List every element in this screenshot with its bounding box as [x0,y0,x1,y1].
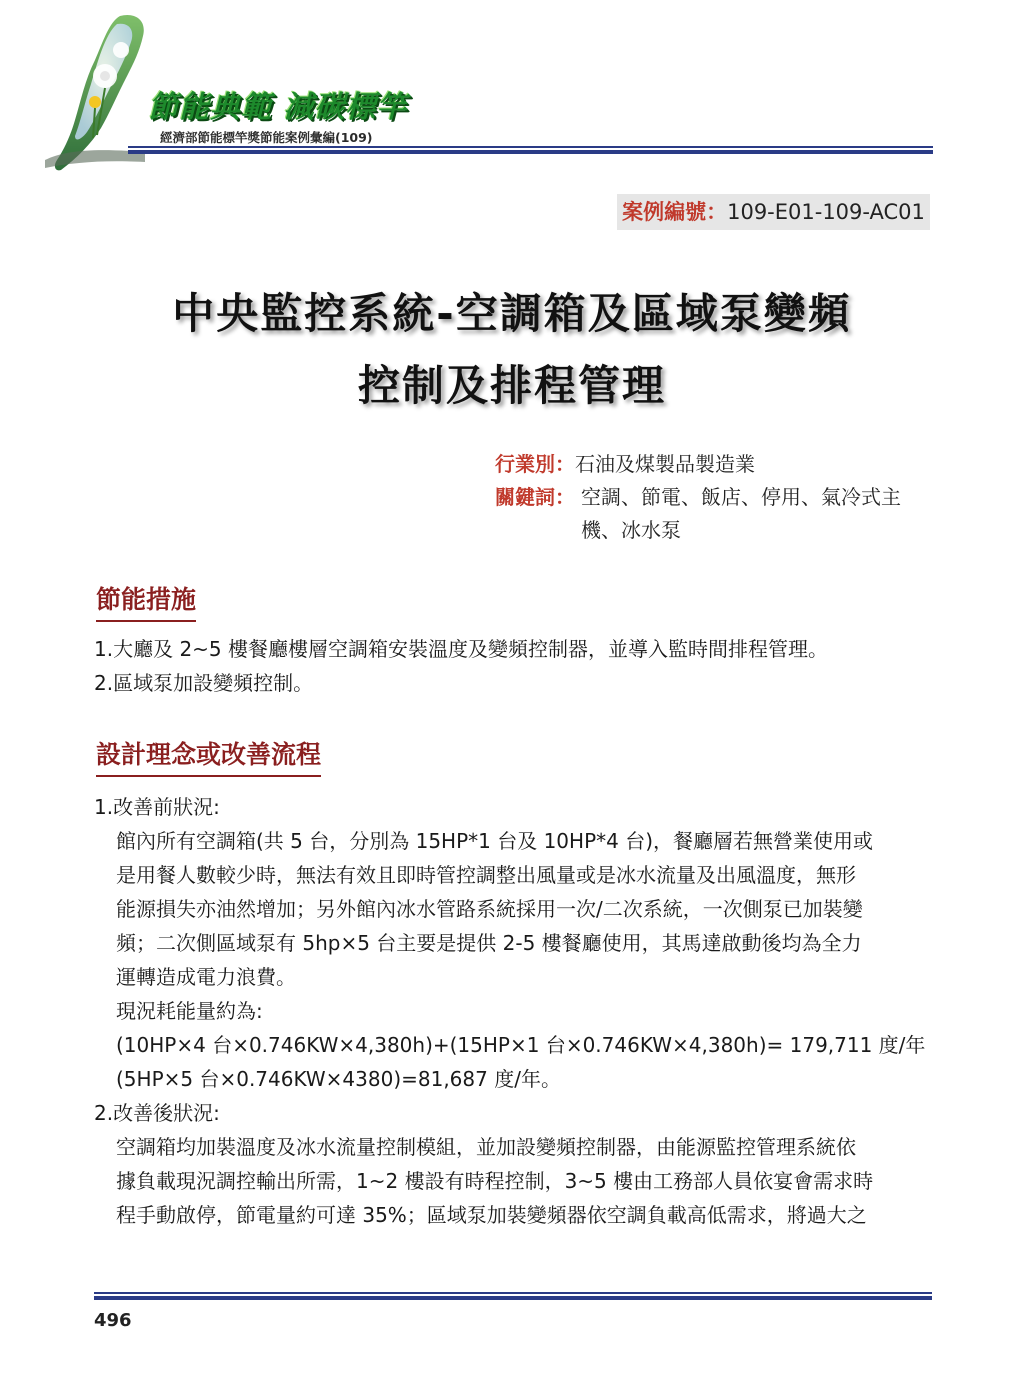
industry-row [495,448,755,477]
case-number-box [617,194,930,230]
before-line: 是用餐人數較少時，無法有效且即時管控調整出風量或是冰水流量及出風溫度，無形 [116,863,856,887]
case-number-label: 案例編號： [622,200,728,224]
section-heading-design: 設計理念或改善流程 [96,735,321,777]
footer-divider-thin [94,1292,932,1294]
page-number: 496 [94,1310,132,1331]
title-line-2: 控制及排程管理 [357,361,666,410]
before-line: 館內所有空調箱(共 5 台，分別為 15HP*1 台及 10HP*4 台)，餐廳層若無營業使用或 [116,829,874,853]
before-line: 頻；二次側區域泵有 5hp×5 台主要是提供 2-5 樓餐廳使用，其馬達啟動後均為全力 [116,931,862,955]
industry-value: 石油及煤製品製造業 [575,452,755,476]
energy-formula: (5HP×5 台×0.746KW×4380)=81,687 度/年。 [116,1067,561,1091]
page-title [60,278,964,422]
keywords-row [495,481,935,542]
energy-title: 現況耗能量約為: [116,999,263,1023]
after-line: 程手動啟停，節電量約可達 35%；區域泵加裝變頻器依空調負載高低需求，將過大之 [116,1203,867,1227]
after-line: 據負載現況調控輸出所需，1~2 樓設有時程控制，3~5 樓由工務部人員依宴會需求時 [116,1169,874,1193]
header-divider-thick [128,150,933,154]
before-title: 1.改善前狀況: [94,795,220,819]
section-body-design [94,790,934,1232]
section-heading-measures: 節能措施 [96,580,196,622]
series-subtitle: 經濟部節能標竿獎節能案例彙編(109) [160,130,373,145]
series-title: 節能典範 減碳標竿 [148,90,408,125]
before-line: 能源損失亦油然增加；另外館內冰水管路系統採用一次/二次系統，一次側泵已加裝變 [116,897,863,921]
measure-item: 1.大廳及 2~5 樓餐廳樓層空調箱安裝溫度及變頻控制器，並導入監時間排程管理。 [94,637,829,661]
industry-label: 行業別： [495,452,575,476]
before-line: 運轉造成電力浪費。 [116,965,296,989]
footer-divider-thick [94,1296,932,1300]
section-body-measures [94,632,828,700]
measure-item: 2.區域泵加設變頻控制。 [94,671,314,695]
after-line: 空調箱均加裝溫度及冰水流量控制模組，並加設變頻控制器，由能源監控管理系統依 [116,1135,856,1159]
title-line-1: 中央監控系統-空調箱及區域泵變頻 [172,289,852,338]
keywords-value: 空調、節電、飯店、停用、氣冷式主機、冰水泵 [581,485,901,542]
case-number-value: 109-E01-109-AC01 [727,200,925,224]
keywords-label: 關鍵詞： [495,485,575,509]
header-divider-thin [128,146,933,148]
energy-formula: (10HP×4 台×0.746KW×4,380h)+(15HP×1 台×0.746KW×4,380h)= 179,711 度/年 [116,1033,926,1057]
after-title: 2.改善後狀況: [94,1101,220,1125]
